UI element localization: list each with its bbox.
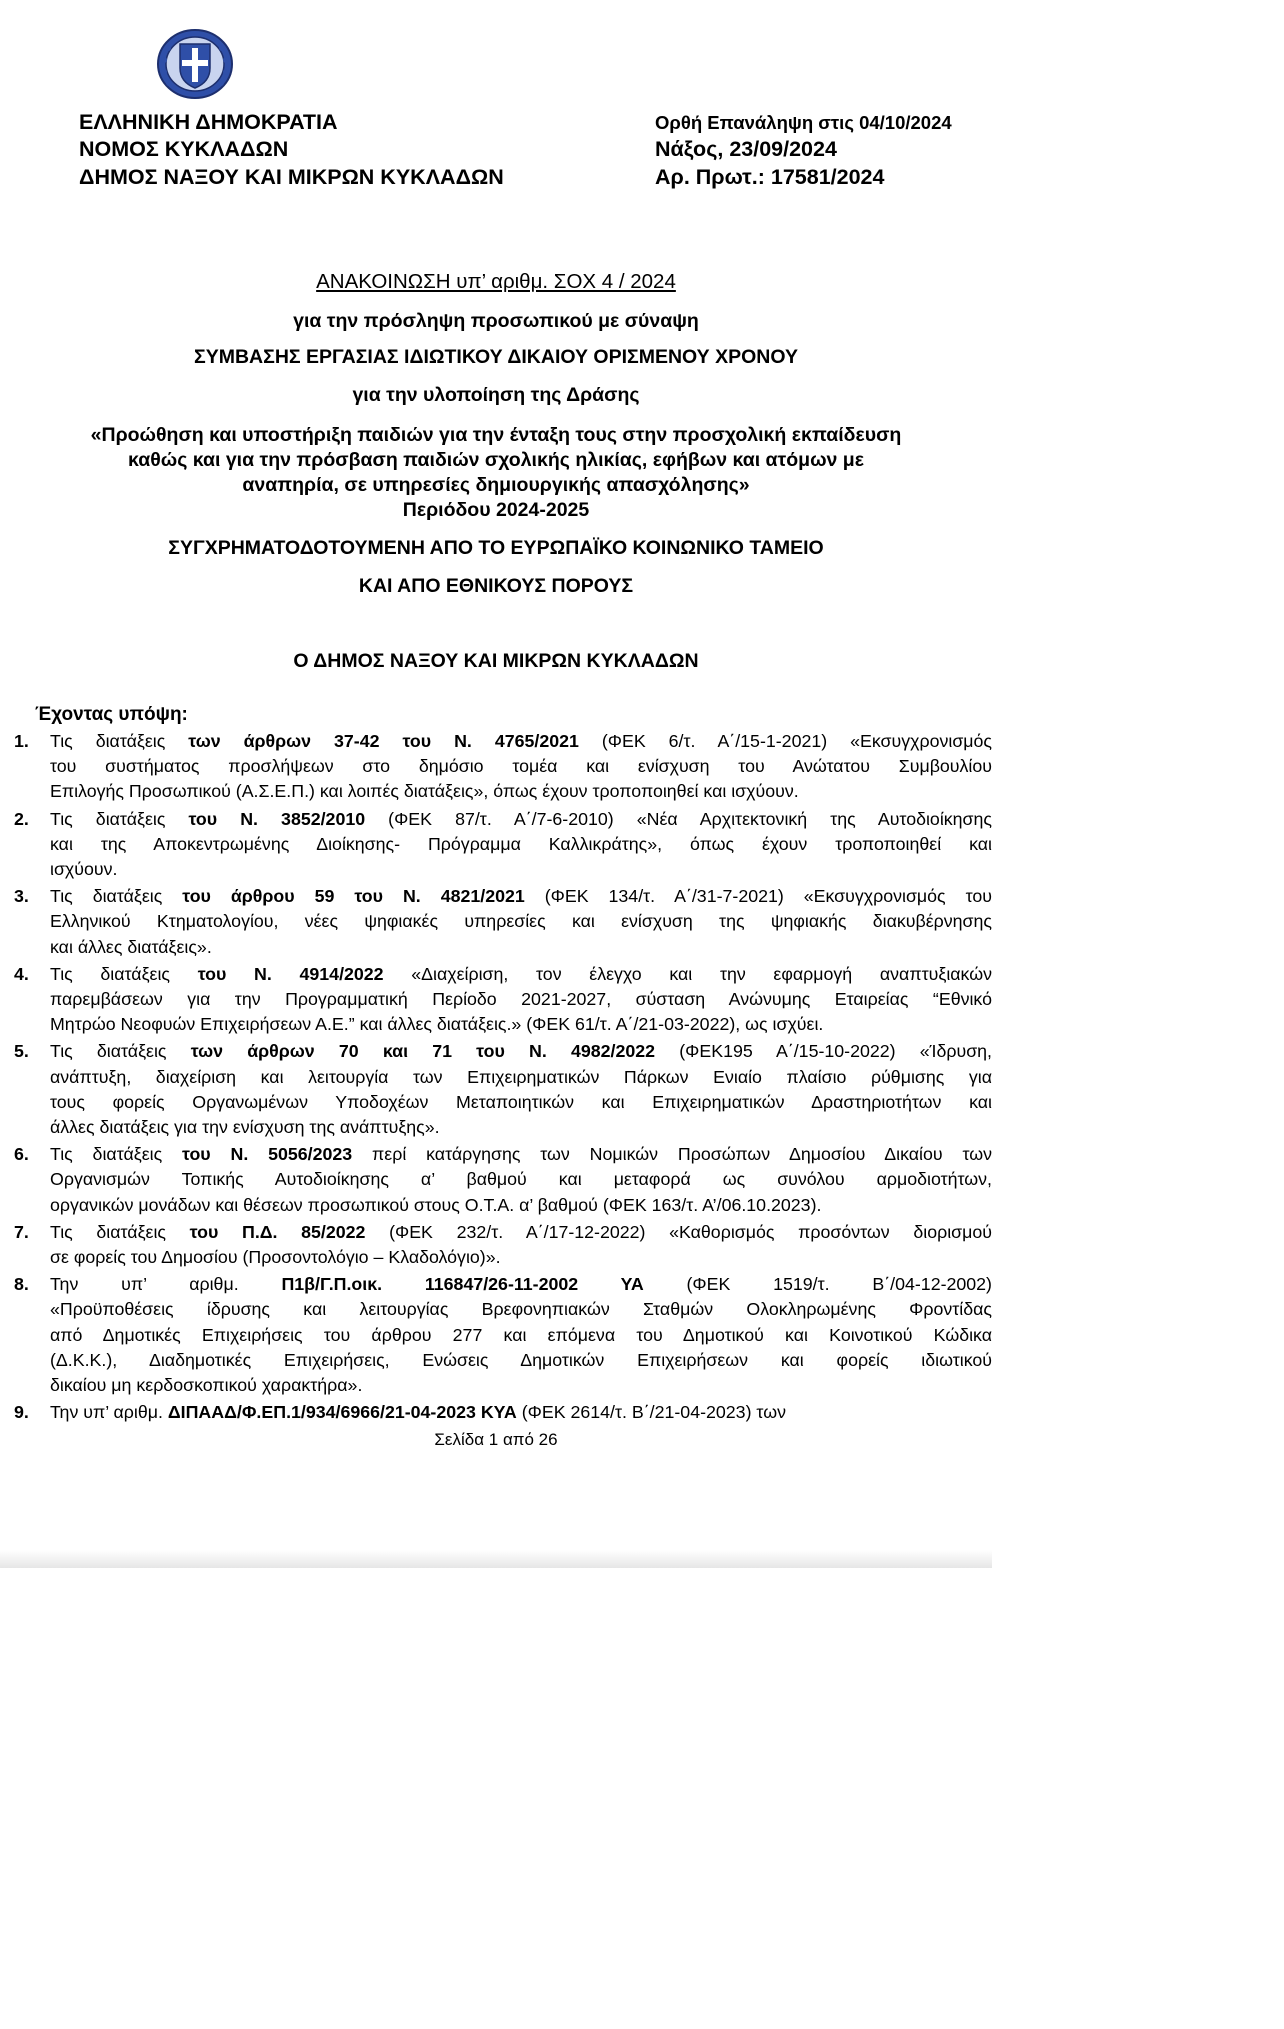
item-number: 8.: [14, 1274, 29, 1295]
scan-edge-shadow: [0, 1550, 992, 1568]
page-number: Σελίδα 1 από 26: [434, 1430, 558, 1449]
item-text: τους φορείς Οργανωμένων Υποδοχέων Μεταποιητικών και Επιχειρηματικών Δραστηριοτήτων και: [50, 1091, 992, 1112]
item-number: 5.: [14, 1041, 29, 1062]
issuing-authority: Ο ΔΗΜΟΣ ΝΑΞΟΥ ΚΑΙ ΜΙΚΡΩΝ ΚΥΚΛΑΔΩΝ: [293, 650, 699, 672]
legal-reference-item: [0, 962, 992, 1038]
item-text: Μητρώο Νεοφυών Επιχειρήσεων Α.Ε.” και άλλες διατάξεις.» (ΦΕΚ 61/τ. Α΄/21-03-2022), ως ισχύει.: [50, 1014, 824, 1035]
item-text-line: [50, 935, 992, 960]
item-text: (ΦΕΚ 1519/τ. Β΄/04-12-2002): [643, 1274, 992, 1295]
item-text-line: [50, 1115, 992, 1140]
law-reference-bold: του άρθρου 59 του Ν. 4821/2021: [182, 886, 525, 907]
item-text: (ΦΕΚ 2614/τ. Β΄/21-04-2023) των: [516, 1402, 786, 1423]
legal-reference-item: [0, 1272, 992, 1398]
item-text: Τις διατάξεις: [50, 731, 189, 751]
legal-reference-item: [0, 1142, 992, 1218]
item-text-line: [50, 857, 992, 882]
item-number: 4.: [14, 963, 29, 984]
item-text: Τις διατάξεις: [50, 1041, 191, 1062]
item-text: Τις διατάξεις: [50, 886, 183, 907]
legal-reference-item: [0, 884, 992, 960]
item-text-line: [50, 987, 992, 1012]
item-text: περί κατάργησης των Νομικών Προσώπων Δημοσίου Δικαίου των: [352, 1144, 992, 1165]
law-reference-bold: των άρθρων 70 και 71 του Ν. 4982/2022: [190, 1041, 656, 1062]
item-text-line: [50, 1297, 992, 1322]
legal-reference-item: [0, 1039, 992, 1140]
law-reference-bold: των άρθρων 37-42 του Ν. 4765/2021: [188, 731, 579, 751]
item-text-line: [50, 779, 992, 804]
law-reference-bold: του Ν. 5056/2023: [182, 1144, 353, 1165]
item-text: (ΦΕΚ 6/τ. Α΄/15-1-2021) «Εκσυγχρονισμός: [578, 731, 992, 751]
item-text-line: [50, 1012, 992, 1037]
legal-reference-item: [0, 1400, 992, 1425]
item-text: και άλλες διατάξεις».: [50, 936, 212, 957]
item-text: Την υπ’ αριθμ.: [50, 1402, 168, 1423]
title-line-2: για την πρόσληψη προσωπικού με σύναψη: [293, 310, 699, 332]
item-text: (ΦΕΚ195 Α΄/15-10-2022) «Ίδρυση,: [655, 1041, 992, 1062]
item-number: 1.: [14, 731, 29, 751]
item-text: δικαίου μη κερδοσκοπικού χαρακτήρα».: [50, 1375, 363, 1396]
item-text-line: [50, 832, 992, 857]
protocol-number: Αρ. Πρωτ.: 17581/2024: [655, 165, 885, 189]
action-title-line-2: καθώς και για την πρόσβαση παιδιών σχολικής ηλικίας, εφήβων και ατόμων με: [127, 449, 864, 471]
item-text: Τις διατάξεις: [50, 963, 198, 984]
item-text-line: [50, 1245, 992, 1270]
legal-reference-item: [0, 1220, 992, 1270]
item-text-line: [50, 1039, 992, 1064]
item-text-line: [50, 754, 992, 779]
item-text: «Διαχείριση, τον έλεγχο και την εφαρμογή αναπτυξιακών: [383, 963, 992, 984]
item-text: (ΦΕΚ 87/τ. Α΄/7-6-2010) «Νέα Αρχιτεκτονική της Αυτοδιοίκησης: [365, 808, 992, 829]
item-text: Τις διατάξεις: [50, 1144, 182, 1165]
item-text-line: [50, 909, 992, 934]
item-number: 6.: [14, 1144, 29, 1165]
item-text: παρεμβάσεων για την Προγραμματική Περίοδο 2021-2027, σύσταση Ανώνυμης Εταιρείας “Εθνικό: [50, 989, 992, 1010]
title-line-4: για την υλοποίηση της Δράσης: [352, 384, 640, 406]
item-text: Τις διατάξεις: [50, 808, 189, 829]
item-text-line: [50, 1272, 992, 1297]
item-text: άλλες διατάξεις για την ενίσχυση της ανάπτυξης».: [50, 1117, 440, 1138]
announcement-title: ΑΝΑΚΟΙΝΩΣΗ υπ’ αριθμ. ΣΟΧ 4 / 2024: [316, 270, 676, 293]
item-text: σε φορείς του Δημοσίου (Προσοντολόγιο – Κλαδολόγιο)».: [50, 1247, 501, 1268]
item-text-line: [50, 1348, 992, 1373]
item-text: από Δημοτικές Επιχειρήσεις του άρθρου 277 και επόμενα του Δημοτικού και Κοινοτικού Κώδικα: [50, 1324, 992, 1345]
item-text: ανάπτυξη, διαχείριση και λειτουργία των Επιχειρηματικών Πάρκων Ενιαίο πλαίσιο ρύθμισης για: [50, 1066, 992, 1087]
considering-heading: Έχοντας υπόψη:: [35, 704, 188, 725]
funding-line-2: ΚΑΙ ΑΠΟ ΕΘΝΙΚΟΥΣ ΠΟΡΟΥΣ: [358, 575, 634, 597]
item-text: και της Αποκεντρωμένης Διοίκησης- Πρόγραμμα Καλλικράτης», όπως έχουν τροποποιηθεί και: [50, 833, 992, 854]
action-title-line-3: αναπηρία, σε υπηρεσίες δημιουργικής απασχόλησης»: [242, 474, 750, 496]
item-text: του συστήματος προσλήψεων στο δημόσιο τομέα και ενίσχυση του Ανώτατου Συμβουλίου: [50, 756, 992, 777]
legal-reference-item: [0, 807, 992, 883]
item-text-line: [50, 1400, 992, 1425]
item-text-line: [50, 1373, 992, 1398]
item-text: Τις διατάξεις: [50, 1221, 190, 1242]
item-text: Επιλογής Προσωπικού (Α.Σ.Ε.Π.) και λοιπές διατάξεις», όπως έχουν τροποποιηθεί και ισχύουν.: [50, 781, 799, 802]
item-text-line: [50, 729, 992, 754]
period: Περιόδου 2024-2025: [402, 499, 590, 521]
country-name: ΕΛΛΗΝΙΚΗ ΔΗΜΟΚΡΑΤΙΑ: [79, 110, 338, 134]
law-reference-bold: του Ν. 4914/2022: [197, 963, 384, 984]
municipality-name: ΔΗΜΟΣ ΝΑΞΟΥ ΚΑΙ ΜΙΚΡΩΝ ΚΥΚΛΑΔΩΝ: [79, 165, 504, 189]
legal-references-list: [0, 729, 992, 1427]
place-and-date: Νάξος, 23/09/2024: [655, 137, 837, 161]
item-text-line: [50, 807, 992, 832]
funding-line-1: ΣΥΓΧΡΗΜΑΤΟΔΟΤΟΥΜΕΝΗ ΑΠΟ ΤΟ ΕΥΡΩΠΑΪΚΟ ΚΟΙΝΩΝΙΚΟ ΤΑΜΕΙΟ: [168, 537, 824, 559]
item-text: (Δ.Κ.Κ.), Διαδημοτικές Επιχειρήσεις, Ενώσεις Δημοτικών Επιχειρήσεων και φορείς ιδιωτικού: [50, 1349, 992, 1370]
prefecture-name: ΝΟΜΟΣ ΚΥΚΛΑΔΩΝ: [79, 137, 289, 161]
item-text: ισχύουν.: [50, 859, 118, 880]
item-text-line: [50, 1167, 992, 1192]
item-text: (ΦΕΚ 232/τ. Α΄/17-12-2022) «Καθορισμός προσόντων διορισμού: [365, 1221, 992, 1242]
item-text-line: [50, 962, 992, 987]
item-number: 9.: [14, 1402, 29, 1423]
item-number: 3.: [14, 886, 29, 907]
law-reference-bold: Π1β/Γ.Π.οικ. 116847/26-11-2002 ΥΑ: [281, 1274, 644, 1295]
item-text-line: [50, 1090, 992, 1115]
action-title-line-1: «Προώθηση και υποστήριξη παιδιών για την ένταξη τους στην προσχολική εκπαίδευση: [90, 424, 902, 446]
item-text-line: [50, 1193, 992, 1218]
title-line-3: ΣΥΜΒΑΣΗΣ ΕΡΓΑΣΙΑΣ ΙΔΙΩΤΙΚΟΥ ΔΙΚΑΙΟΥ ΟΡΙΣΜΕΝΟΥ ΧΡΟΝΟΥ: [194, 346, 798, 368]
item-text: Ελληνικού Κτηματολογίου, νέες ψηφιακές υπηρεσίες και ενίσχυση της ψηφιακής διακυβέρνησης: [50, 911, 992, 932]
item-text: «Προϋποθέσεις ίδρυσης και λειτουργίας Βρεφονηπιακών Σταθμών Ολοκληρωμένης Φροντίδας: [50, 1299, 992, 1320]
item-number: 7.: [14, 1221, 29, 1242]
item-text-line: [50, 1323, 992, 1348]
item-text: Οργανισμών Τοπικής Αυτοδιοίκησης α’ βαθμού και μεταφορά ως συνόλου αρμοδιοτήτων,: [50, 1169, 992, 1190]
item-text-line: [50, 884, 992, 909]
reissue-date: Ορθή Επανάληψη στις 04/10/2024: [655, 112, 952, 133]
legal-reference-item: [0, 729, 992, 805]
law-reference-bold: του Π.Δ. 85/2022: [189, 1221, 366, 1242]
item-text: οργανικών μονάδων και θέσεων προσωπικού στους Ο.Τ.Α. α’ βαθμού (ΦΕΚ 163/τ. Α’/06.10.2023).: [50, 1194, 822, 1215]
item-text: Την υπ’ αριθμ.: [50, 1274, 282, 1295]
item-number: 2.: [14, 808, 29, 829]
item-text-line: [50, 1220, 992, 1245]
item-text-line: [50, 1142, 992, 1167]
law-reference-bold: ΔΙΠΑΑΔ/Φ.ΕΠ.1/934/6966/21-04-2023 ΚΥΑ: [167, 1402, 517, 1423]
item-text: (ΦΕΚ 134/τ. Α΄/31-7-2021) «Εκσυγχρονισμός του: [524, 886, 992, 907]
greek-coat-of-arms-emblem: [156, 26, 234, 100]
item-text-line: [50, 1065, 992, 1090]
law-reference-bold: του Ν. 3852/2010: [188, 808, 366, 829]
